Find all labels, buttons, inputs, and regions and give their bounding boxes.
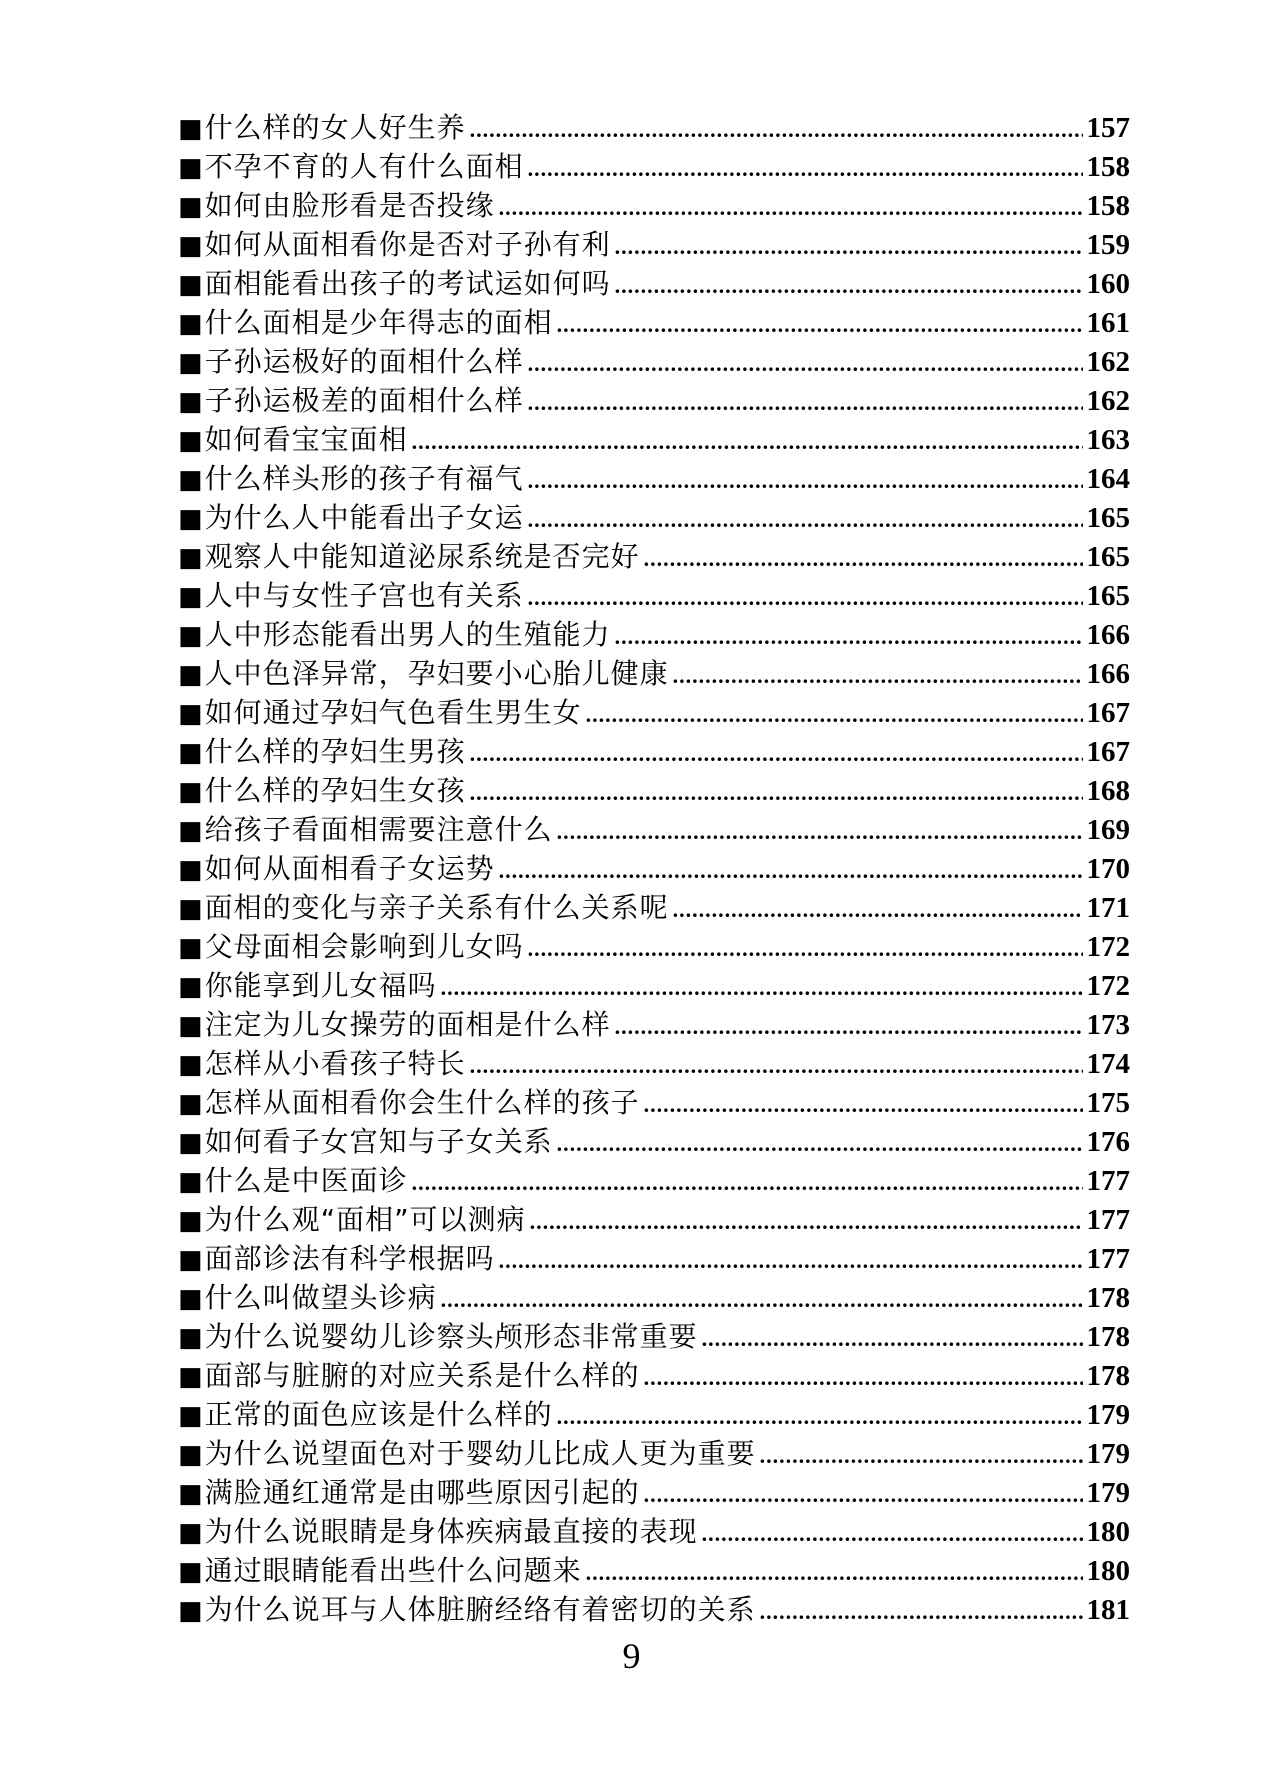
square-bullet-icon: ■ <box>178 972 203 1002</box>
toc-entry[interactable] <box>178 1551 1130 1590</box>
toc-entry-page-number: 162 <box>1086 385 1130 417</box>
square-bullet-icon: ■ <box>178 738 203 768</box>
toc-entry-title: 注定为儿女操劳的面相是什么样 <box>204 1008 611 1041</box>
toc-entry-title: 为什么人中能看出子女运 <box>204 501 524 534</box>
toc-entry-page-number: 179 <box>1086 1477 1130 1509</box>
toc-entry-title: 观察人中能知道泌尿系统是否完好 <box>204 540 640 573</box>
dot-leader <box>441 968 1083 1007</box>
toc-entry-page-number: 161 <box>1086 307 1130 339</box>
toc-entry[interactable] <box>178 1356 1130 1395</box>
toc-entry-page-number: 162 <box>1086 346 1130 378</box>
toc-entry-title: 如何由脸形看是否投缘 <box>204 189 495 222</box>
toc-entry-page-number: 168 <box>1086 775 1130 807</box>
toc-entry-page-number: 175 <box>1086 1087 1130 1119</box>
square-bullet-icon: ■ <box>178 231 203 261</box>
square-bullet-icon: ■ <box>178 816 203 846</box>
toc-entry-title: 人中形态能看出男人的生殖能力 <box>204 618 611 651</box>
toc-entry-title: 子孙运极好的面相什么样 <box>204 345 524 378</box>
toc-entry[interactable] <box>178 966 1130 1005</box>
dot-leader <box>528 929 1083 968</box>
dot-leader <box>615 227 1083 266</box>
toc-entry[interactable] <box>178 1161 1130 1200</box>
toc-entry-title: 什么叫做望头诊病 <box>204 1281 437 1314</box>
square-bullet-icon: ■ <box>178 1011 203 1041</box>
square-bullet-icon: ■ <box>178 1440 203 1470</box>
square-bullet-icon: ■ <box>178 1050 203 1080</box>
toc-entry[interactable] <box>178 1239 1130 1278</box>
toc-entry-page-number: 177 <box>1086 1243 1130 1275</box>
toc-entry-page-number: 167 <box>1086 736 1130 768</box>
dot-leader <box>530 1202 1083 1241</box>
toc-entry-title: 什么面相是少年得志的面相 <box>204 306 553 339</box>
dot-leader <box>673 656 1083 695</box>
toc-entry-title: 面部与脏腑的对应关系是什么样的 <box>204 1359 640 1392</box>
toc-entry-title: 怎样从面相看你会生什么样的孩子 <box>204 1086 640 1119</box>
toc-entry-page-number: 180 <box>1086 1516 1130 1548</box>
toc-entry-title: 如何通过孕妇气色看生男生女 <box>204 696 582 729</box>
square-bullet-icon: ■ <box>178 192 203 222</box>
dot-leader <box>615 617 1083 656</box>
toc-entry-page-number: 178 <box>1086 1282 1130 1314</box>
toc-entry[interactable] <box>178 303 1130 342</box>
toc-entry[interactable] <box>178 927 1130 966</box>
toc-entry-title: 为什么说望面色对于婴幼儿比成人更为重要 <box>204 1437 756 1470</box>
toc-entry-title: 你能享到儿女福吗 <box>204 969 437 1002</box>
toc-entry[interactable] <box>178 654 1130 693</box>
toc-entry-title: 什么样头形的孩子有福气 <box>204 462 524 495</box>
toc-entry-title: 人中色泽异常，孕妇要小心胎儿健康 <box>204 657 669 690</box>
square-bullet-icon: ■ <box>178 1167 203 1197</box>
square-bullet-icon: ■ <box>178 699 203 729</box>
square-bullet-icon: ■ <box>178 114 203 144</box>
square-bullet-icon: ■ <box>178 153 203 183</box>
square-bullet-icon: ■ <box>178 1284 203 1314</box>
toc-entry-page-number: 166 <box>1086 619 1130 651</box>
toc-entry-page-number: 178 <box>1086 1360 1130 1392</box>
dot-leader <box>586 695 1083 734</box>
square-bullet-icon: ■ <box>178 621 203 651</box>
dot-leader <box>586 1553 1083 1592</box>
dot-leader <box>528 344 1083 383</box>
toc-entry[interactable] <box>178 732 1130 771</box>
dot-leader <box>615 1007 1083 1046</box>
toc-entry-title: 如何从面相看你是否对子孙有利 <box>204 228 611 261</box>
square-bullet-icon: ■ <box>178 777 203 807</box>
square-bullet-icon: ■ <box>178 387 203 417</box>
toc-entry-title: 什么是中医面诊 <box>204 1164 408 1197</box>
toc-entry-page-number: 178 <box>1086 1321 1130 1353</box>
toc-entry-page-number: 177 <box>1086 1165 1130 1197</box>
toc-entry-page-number: 174 <box>1086 1048 1130 1080</box>
dot-leader <box>499 188 1083 227</box>
toc-entry-page-number: 160 <box>1086 268 1130 300</box>
toc-entry-title: 什么样的孕妇生男孩 <box>204 735 466 768</box>
toc-entry-page-number: 159 <box>1086 229 1130 261</box>
dot-leader <box>470 110 1083 149</box>
toc-entry[interactable] <box>178 186 1130 225</box>
square-bullet-icon: ■ <box>178 1401 203 1431</box>
toc-entry-title: 人中与女性子宫也有关系 <box>204 579 524 612</box>
toc-entry-title: 子孙运极差的面相什么样 <box>204 384 524 417</box>
toc-entry-page-number: 165 <box>1086 580 1130 612</box>
dot-leader <box>470 1046 1083 1085</box>
toc-entry-page-number: 179 <box>1086 1399 1130 1431</box>
toc-entry[interactable] <box>178 1083 1130 1122</box>
toc-entry[interactable] <box>178 849 1130 888</box>
square-bullet-icon: ■ <box>178 1128 203 1158</box>
square-bullet-icon: ■ <box>178 504 203 534</box>
toc-entry[interactable] <box>178 576 1130 615</box>
dot-leader <box>644 1085 1083 1124</box>
toc-entry-title: 如何从面相看子女运势 <box>204 852 495 885</box>
dot-leader <box>528 578 1083 617</box>
toc-entry[interactable] <box>178 1005 1130 1044</box>
toc-entry[interactable] <box>178 498 1130 537</box>
dot-leader <box>528 149 1083 188</box>
toc-entry[interactable] <box>178 459 1130 498</box>
toc-entry[interactable] <box>178 1200 1130 1239</box>
toc-entry[interactable] <box>178 615 1130 654</box>
square-bullet-icon: ■ <box>178 1557 203 1587</box>
toc-entry-title: 为什么说耳与人体脏腑经络有着密切的关系 <box>204 1593 756 1626</box>
square-bullet-icon: ■ <box>178 894 203 924</box>
toc-entry-page-number: 164 <box>1086 463 1130 495</box>
dot-leader <box>441 1280 1083 1319</box>
square-bullet-icon: ■ <box>178 660 203 690</box>
toc-entry-page-number: 177 <box>1086 1204 1130 1236</box>
toc-entry-page-number: 169 <box>1086 814 1130 846</box>
toc-entry[interactable] <box>178 1434 1130 1473</box>
square-bullet-icon: ■ <box>178 582 203 612</box>
dot-leader <box>644 539 1083 578</box>
toc-entry-page-number: 157 <box>1086 112 1130 144</box>
toc-entry[interactable] <box>178 1278 1130 1317</box>
table-of-contents <box>178 108 1130 1629</box>
square-bullet-icon: ■ <box>178 1323 203 1353</box>
dot-leader <box>557 305 1083 344</box>
toc-entry[interactable] <box>178 381 1130 420</box>
toc-entry-page-number: 176 <box>1086 1126 1130 1158</box>
dot-leader <box>702 1319 1083 1358</box>
toc-entry-page-number: 180 <box>1086 1555 1130 1587</box>
square-bullet-icon: ■ <box>178 1089 203 1119</box>
dot-leader <box>557 1124 1083 1163</box>
dot-leader <box>760 1436 1083 1475</box>
square-bullet-icon: ■ <box>178 348 203 378</box>
toc-entry[interactable] <box>178 147 1130 186</box>
toc-entry[interactable] <box>178 537 1130 576</box>
toc-entry-page-number: 179 <box>1086 1438 1130 1470</box>
dot-leader <box>644 1475 1083 1514</box>
dot-leader <box>644 1358 1083 1397</box>
toc-entry-title: 正常的面色应该是什么样的 <box>204 1398 553 1431</box>
toc-entry-title: 给孩子看面相需要注意什么 <box>204 813 553 846</box>
toc-entry[interactable] <box>178 1317 1130 1356</box>
toc-entry[interactable] <box>178 771 1130 810</box>
dot-leader <box>470 734 1083 773</box>
toc-entry[interactable] <box>178 108 1130 147</box>
toc-entry-title: 为什么说婴幼儿诊察头颅形态非常重要 <box>204 1320 698 1353</box>
toc-entry-page-number: 158 <box>1086 151 1130 183</box>
toc-entry[interactable] <box>178 888 1130 927</box>
square-bullet-icon: ■ <box>178 855 203 885</box>
toc-entry[interactable] <box>178 1473 1130 1512</box>
dot-leader <box>528 461 1083 500</box>
toc-entry[interactable] <box>178 1512 1130 1551</box>
dot-leader <box>673 890 1083 929</box>
dot-leader <box>470 773 1083 812</box>
toc-entry-page-number: 171 <box>1086 892 1130 924</box>
square-bullet-icon: ■ <box>178 1518 203 1548</box>
toc-entry-title: 面部诊法有科学根据吗 <box>204 1242 495 1275</box>
square-bullet-icon: ■ <box>178 270 203 300</box>
toc-entry[interactable] <box>178 1044 1130 1083</box>
toc-entry[interactable] <box>178 693 1130 732</box>
toc-entry-page-number: 167 <box>1086 697 1130 729</box>
toc-entry-title: 通过眼睛能看出些什么问题来 <box>204 1554 582 1587</box>
toc-entry[interactable] <box>178 225 1130 264</box>
square-bullet-icon: ■ <box>178 426 203 456</box>
square-bullet-icon: ■ <box>178 543 203 573</box>
dot-leader <box>702 1514 1083 1553</box>
page-number-footer: 9 <box>622 1636 641 1676</box>
toc-entry[interactable] <box>178 342 1130 381</box>
dot-leader <box>557 1397 1083 1436</box>
square-bullet-icon: ■ <box>178 1245 203 1275</box>
toc-entry-title: 如何看子女宫知与子女关系 <box>204 1125 553 1158</box>
dot-leader <box>615 266 1083 305</box>
toc-entry-title: 面相的变化与亲子关系有什么关系呢 <box>204 891 669 924</box>
toc-entry-page-number: 173 <box>1086 1009 1130 1041</box>
toc-entry-page-number: 172 <box>1086 970 1130 1002</box>
toc-entry-page-number: 165 <box>1086 502 1130 534</box>
dot-leader <box>412 422 1083 461</box>
toc-entry-title: 什么样的女人好生养 <box>204 111 466 144</box>
square-bullet-icon: ■ <box>178 933 203 963</box>
toc-entry-title: 为什么观“面相”可以测病 <box>204 1203 526 1236</box>
square-bullet-icon: ■ <box>178 309 203 339</box>
toc-entry[interactable] <box>178 1395 1130 1434</box>
toc-entry-page-number: 170 <box>1086 853 1130 885</box>
square-bullet-icon: ■ <box>178 1206 203 1236</box>
toc-entry-page-number: 163 <box>1086 424 1130 456</box>
toc-entry-title: 满脸通红通常是由哪些原因引起的 <box>204 1476 640 1509</box>
dot-leader <box>499 851 1083 890</box>
dot-leader <box>557 812 1083 851</box>
dot-leader <box>528 500 1083 539</box>
dot-leader <box>760 1592 1083 1631</box>
square-bullet-icon: ■ <box>178 1596 203 1626</box>
toc-entry-title: 不孕不育的人有什么面相 <box>204 150 524 183</box>
square-bullet-icon: ■ <box>178 1362 203 1392</box>
toc-entry-title: 什么样的孕妇生女孩 <box>204 774 466 807</box>
toc-entry[interactable] <box>178 1590 1130 1629</box>
toc-entry[interactable] <box>178 420 1130 459</box>
toc-entry-title: 父母面相会影响到儿女吗 <box>204 930 524 963</box>
toc-entry-page-number: 158 <box>1086 190 1130 222</box>
dot-leader <box>412 1163 1083 1202</box>
toc-entry-title: 怎样从小看孩子特长 <box>204 1047 466 1080</box>
toc-entry-title: 面相能看出孩子的考试运如何吗 <box>204 267 611 300</box>
toc-entry[interactable] <box>178 1122 1130 1161</box>
dot-leader <box>499 1241 1083 1280</box>
toc-entry-title: 为什么说眼睛是身体疾病最直接的表现 <box>204 1515 698 1548</box>
dot-leader <box>528 383 1083 422</box>
square-bullet-icon: ■ <box>178 1479 203 1509</box>
toc-entry-page-number: 166 <box>1086 658 1130 690</box>
toc-entry-page-number: 165 <box>1086 541 1130 573</box>
toc-entry-title: 如何看宝宝面相 <box>204 423 408 456</box>
toc-entry[interactable] <box>178 810 1130 849</box>
toc-entry-page-number: 181 <box>1086 1594 1130 1626</box>
toc-entry-page-number: 172 <box>1086 931 1130 963</box>
square-bullet-icon: ■ <box>178 465 203 495</box>
toc-entry[interactable] <box>178 264 1130 303</box>
